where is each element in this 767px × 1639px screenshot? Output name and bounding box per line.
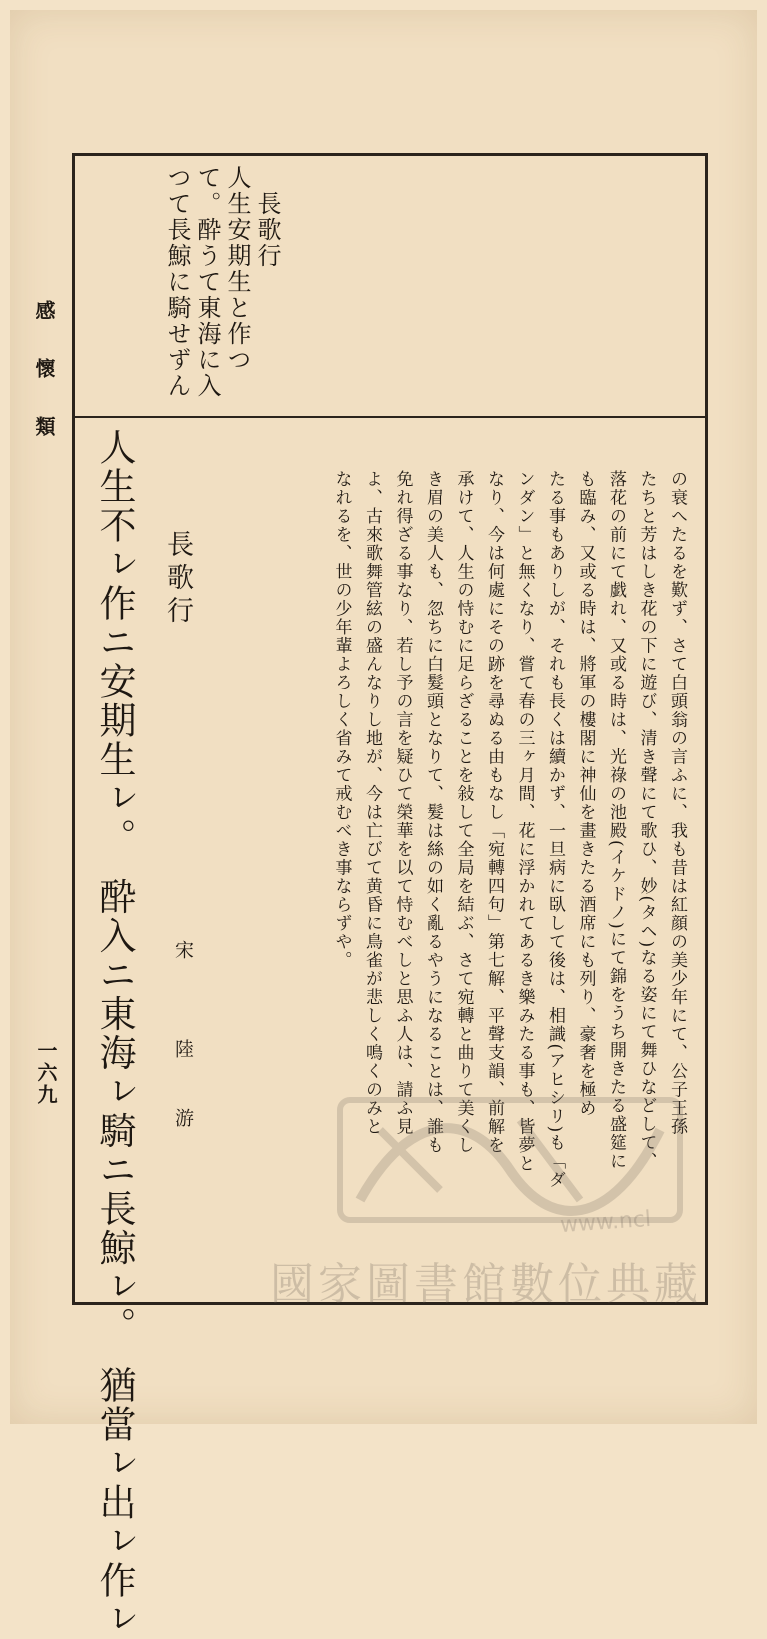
commentary-column: 免れ得ざる事なり、若し予の言を疑ひて榮華を以て恃むべしと思ふ人は、請ふ見 xyxy=(392,470,413,1136)
watermark-url: www.ncl xyxy=(559,1206,652,1239)
commentary-column: 落花の前にて戯れ、又或る時は、光祿の池殿(イケドノ)にて錦をうち開きたる盛筵に xyxy=(606,470,626,1171)
commentary-column: たちと芳はしき花の下に遊び、清き聲にて歌ひ、妙(タヘ)なる姿にて舞ひなどして、 xyxy=(636,470,657,1171)
commentary-column: よ、古來歌舞管絃の盛んなりし地が、今は亡びて黄昏に鳥雀が悲しく鳴くのみと xyxy=(362,470,382,1136)
commentary-column: も臨み、又或る時は、將軍の樓閣に神仙を畫きたる酒席にも列り、豪奢を極め xyxy=(575,470,596,1118)
commentary-column: ンダン」と無くなり、嘗て春の三ヶ月間、花に浮かれてあるき樂みたる事も、皆夢と xyxy=(514,470,535,1173)
poem-author xyxy=(170,940,197,1131)
gloss-block xyxy=(82,165,282,405)
side-title: 感懷類 xyxy=(32,300,56,474)
gloss-line: 人生安期生と作つ xyxy=(223,165,251,373)
frame-divider xyxy=(72,416,708,418)
commentary-column: なり、今は何處にその跡を尋ぬる由もなし「宛轉四句」第七解、平聲支韻、前解を xyxy=(484,470,504,1155)
commentary-column: たる事もありしが、それも長くは續かず、一旦病に臥して後は、相識(アヒシリ)も「ダ xyxy=(545,470,565,1190)
author-dynasty: 宋 xyxy=(172,940,194,963)
commentary-column: 承けて、人生の恃むに足らざることを敍して全局を結ぶ、さて宛轉と曲りて美くし xyxy=(453,470,474,1155)
poem-title: 長歌行 xyxy=(162,530,193,629)
commentary-column: の衰へたるを歎ず、さて白頭翁の言ふに、我も昔は紅顔の美少年にて、公子王孫 xyxy=(667,470,687,1136)
poem-text: 人生不ㇾ作ニ安期生ㇾ。 酔入ニ東海ㇾ騎ニ長鯨ㇾ。 猶當ㇾ出ㇾ作ㇾ xyxy=(93,428,136,1639)
author-name: 陸 游 xyxy=(172,1039,194,1131)
commentary-column: なれるを、世の少年輩よろしく省みて戒むべき事ならずや。 xyxy=(331,470,352,970)
gloss-title: 長歌行 xyxy=(253,191,281,269)
commentary-column: き眉の美人も、忽ちに白髮頭となりて、髮は絲の如く亂るやうになることは、誰も xyxy=(423,470,443,1155)
page-number: 一六九 xyxy=(34,1040,58,1106)
gloss-line: つて長鯨に騎せずん xyxy=(163,165,191,399)
gloss-line: て。酔うて東海に入 xyxy=(193,165,221,399)
watermark-text: 國家圖書館數位典藏 xyxy=(270,1259,702,1310)
